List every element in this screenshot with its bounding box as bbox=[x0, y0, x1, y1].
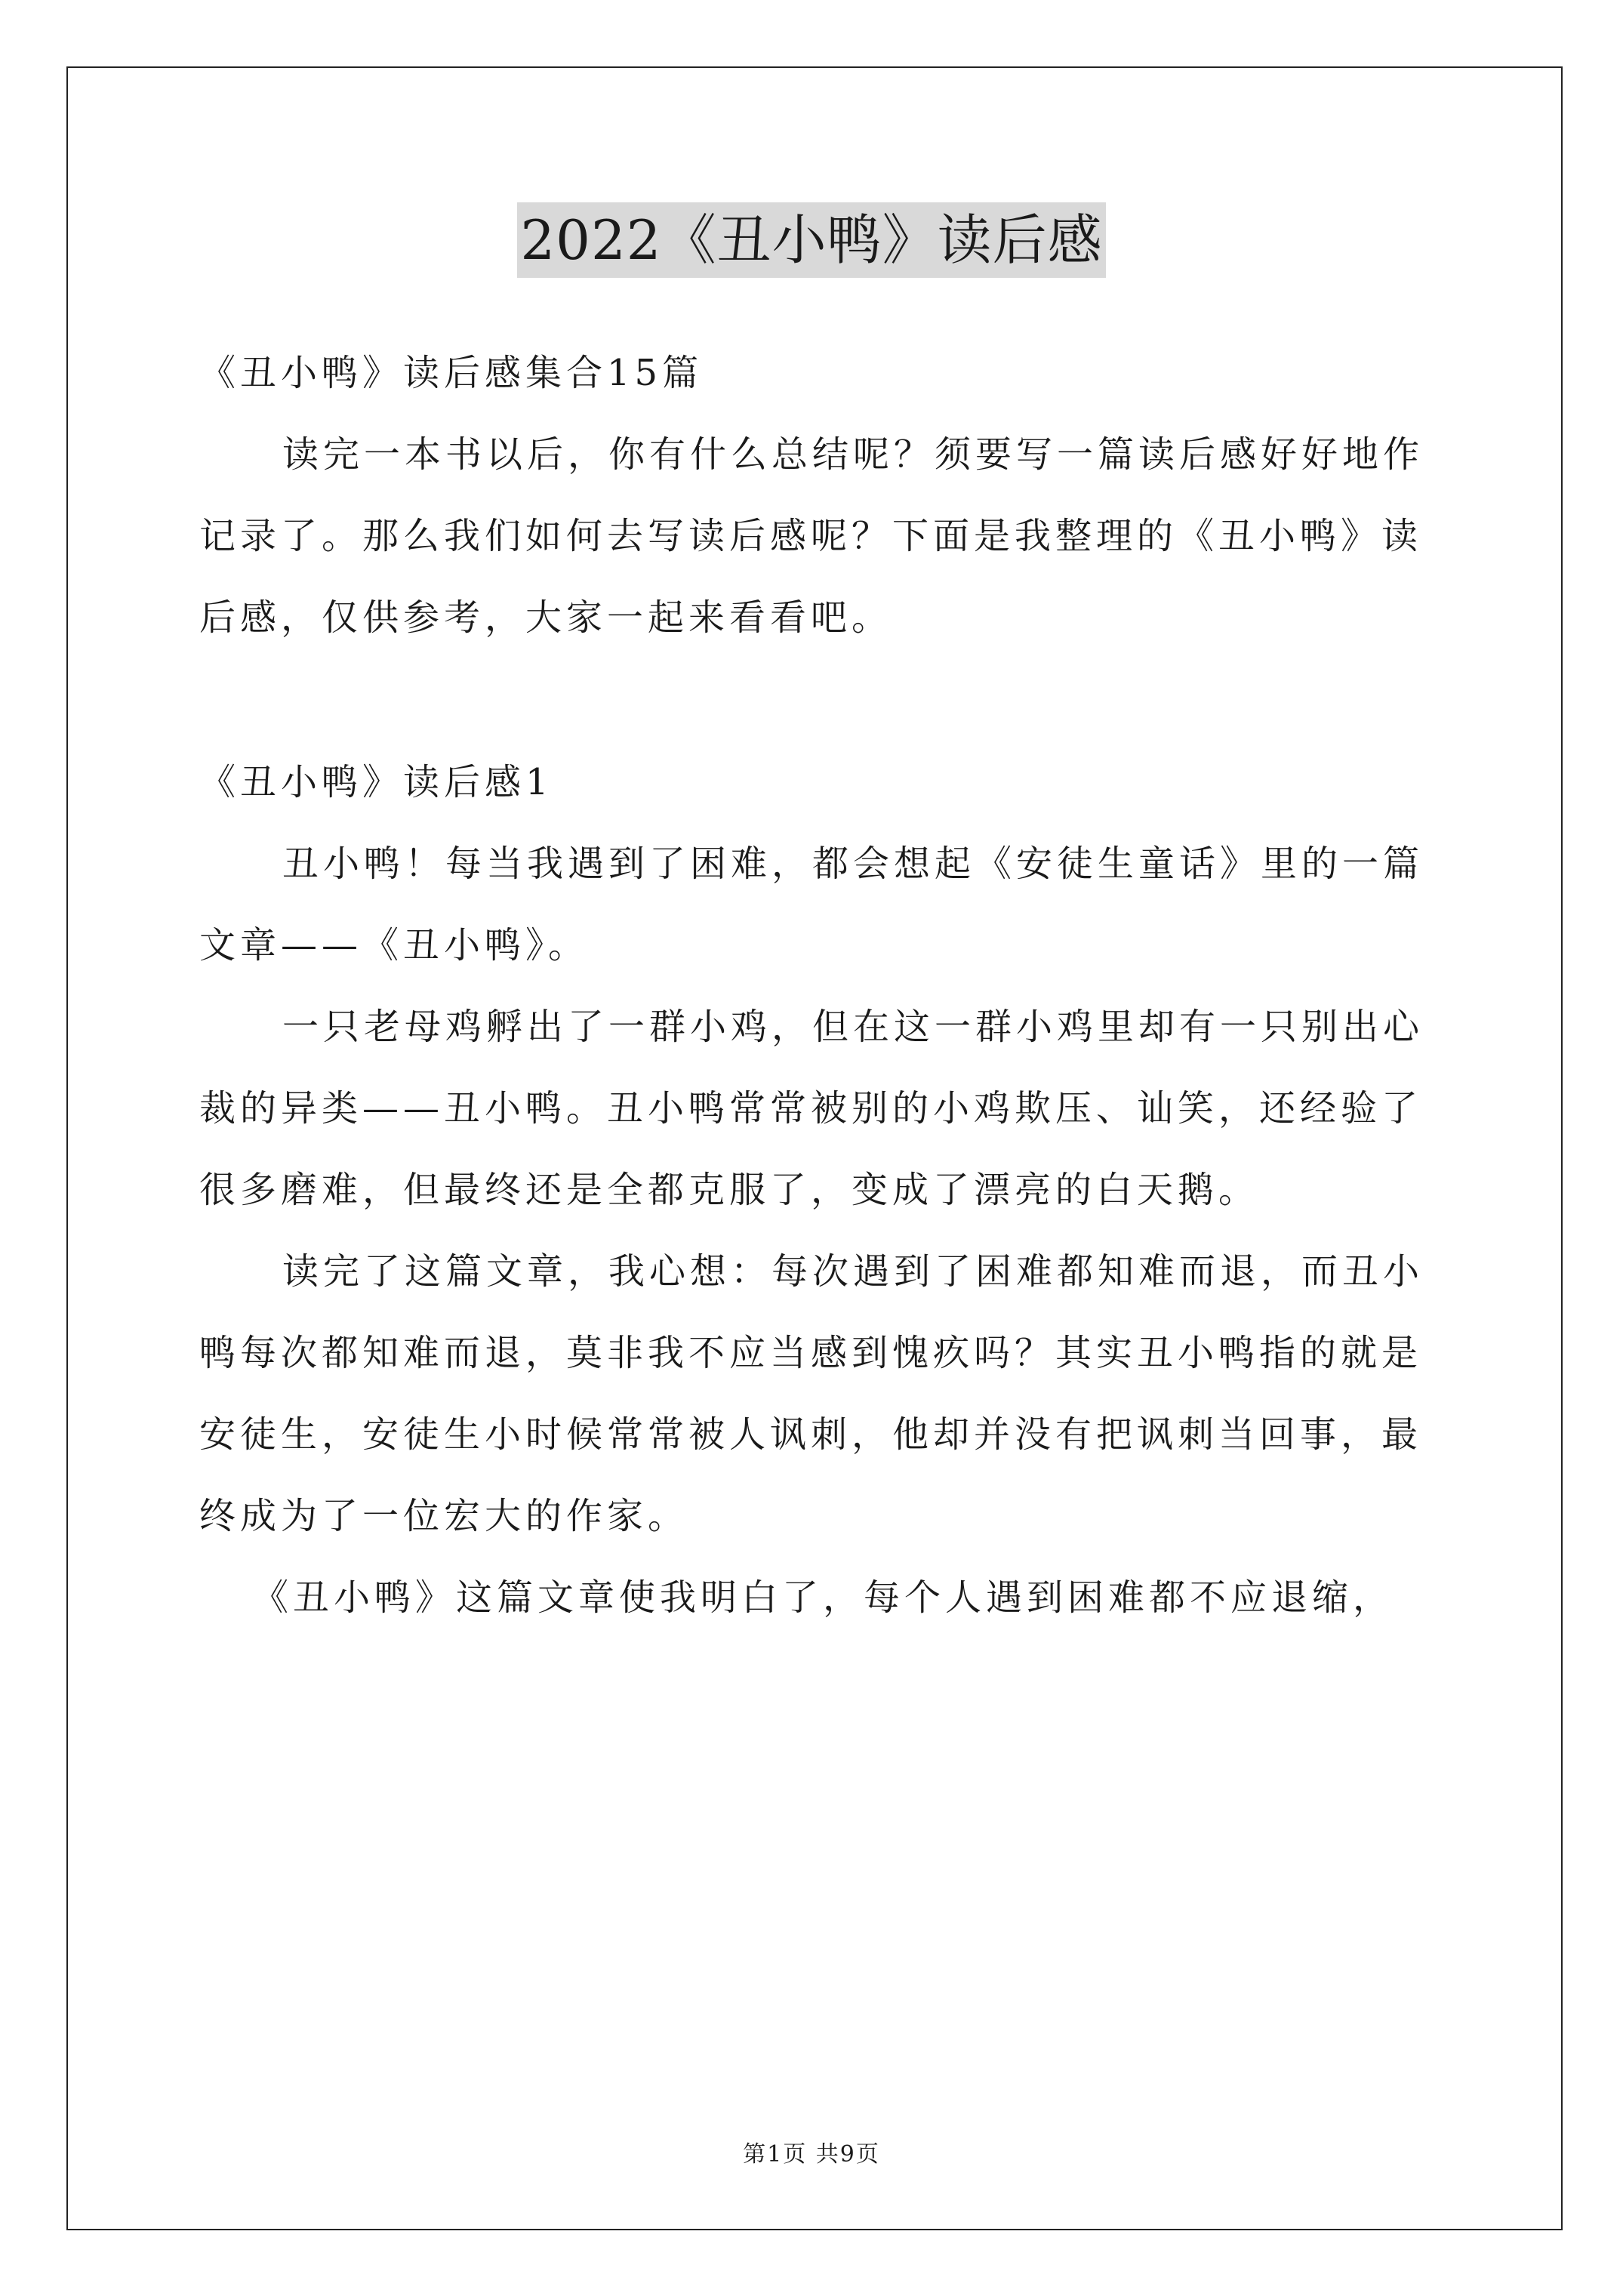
paragraph-line: 一只老母鸡孵出了一群小鸡，但在这一群小鸡里却有一只别出心 bbox=[282, 1006, 1424, 1048]
paragraph-line: 文章——《丑小鸭》。 bbox=[199, 924, 590, 966]
document-body bbox=[199, 332, 1437, 1638]
subtitle: 《丑小鸭》读后感集合15篇 bbox=[199, 352, 704, 394]
intro-paragraph-line: 后感，仅供参考，大家一起来看看吧。 bbox=[199, 596, 893, 639]
title-container bbox=[0, 202, 1623, 278]
section-heading: 《丑小鸭》读后感1 bbox=[199, 761, 553, 803]
paragraph-line: 读完了这篇文章，我心想：每次遇到了困难都知难而退，而丑小 bbox=[282, 1250, 1424, 1293]
section-gap bbox=[199, 658, 1437, 741]
intro-paragraph-line: 记录了。那么我们如何去写读后感呢？下面是我整理的《丑小鸭》读 bbox=[199, 515, 1423, 557]
paragraph-line: 终成为了一位宏大的作家。 bbox=[199, 1495, 689, 1537]
paragraph-line: 丑小鸭！每当我遇到了困难，都会想起《安徒生童话》里的一篇 bbox=[282, 843, 1424, 885]
paragraph-line: 鸭每次都知难而退，莫非我不应当感到愧疚吗？其实丑小鸭指的就是 bbox=[199, 1332, 1423, 1374]
document-title: 2022《丑小鸭》读后感 bbox=[517, 202, 1105, 278]
page-footer: 第1页 共9页 bbox=[743, 2141, 880, 2168]
paragraph-line: 《丑小鸭》这篇文章使我明白了，每个人遇到困难都不应退缩， bbox=[252, 1576, 1394, 1619]
paragraph-line: 裁的异类——丑小鸭。丑小鸭常常被别的小鸡欺压、讪笑，还经验了 bbox=[199, 1087, 1423, 1130]
paragraph-line: 很多磨难，但最终还是全都克服了，变成了漂亮的白天鹅。 bbox=[199, 1169, 1260, 1211]
paragraph-line: 安徒生，安徒生小时候常常被人讽刺，他却并没有把讽刺当回事，最 bbox=[199, 1413, 1423, 1456]
intro-paragraph-line: 读完一本书以后，你有什么总结呢？须要写一篇读后感好好地作 bbox=[282, 433, 1424, 476]
